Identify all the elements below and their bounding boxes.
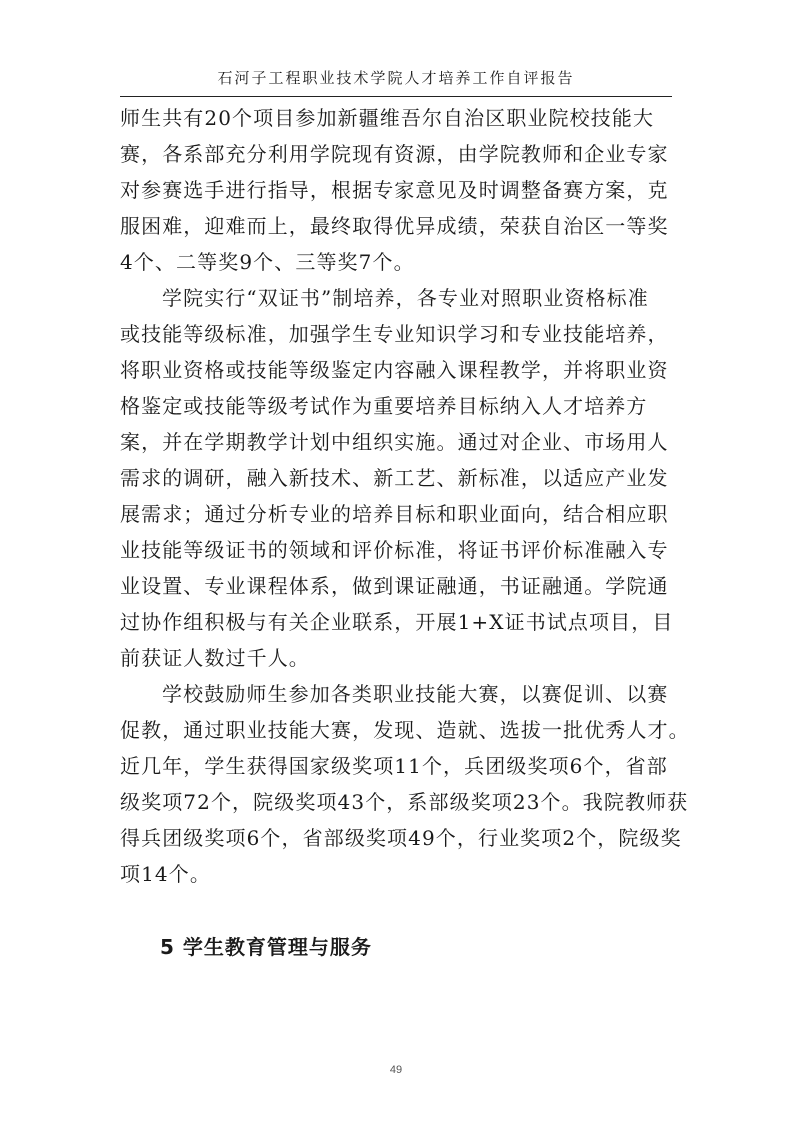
- header-divider: [120, 96, 672, 97]
- text-line: 师生共有20个项目参加新疆维吾尔自治区职业院校技能大: [120, 106, 655, 130]
- text-line: 案，并在学期教学计划中组织实施。通过对企业、市场用人: [120, 430, 669, 454]
- text-line: 服困难，迎难而上，最终取得优异成绩，荣获自治区一等奖: [120, 214, 669, 238]
- running-header: 石河子工程职业技术学院人才培养工作自评报告: [217, 69, 575, 87]
- text-line: 业技能等级证书的领域和评价标准，将证书评价标准融入专: [120, 538, 669, 562]
- text-line: 级奖项72个，院级奖项43个，系部级奖项23个。我院教师获: [120, 790, 689, 814]
- text-line: 过协作组积极与有关企业联系，开展1+X证书试点项目，目: [120, 610, 674, 634]
- text-line: 赛，各系部充分利用学院现有资源，由学院教师和企业专家: [120, 142, 669, 166]
- text-line: 项14个。: [120, 862, 211, 886]
- text-line: 业设置、专业课程体系，做到课证融通，书证融通。学院通: [120, 574, 669, 598]
- text-line: 4个、二等奖9个、三等奖7个。: [120, 250, 415, 274]
- text-line: 学院实行“双证书”制培养，各专业对照职业资格标准: [162, 286, 649, 310]
- text-line: 将职业资格或技能等级鉴定内容融入课程教学，并将职业资: [120, 358, 669, 382]
- text-line: 需求的调研，融入新技术、新工艺、新标准，以适应产业发: [120, 466, 669, 490]
- text-line: 学校鼓励师生参加各类职业技能大赛，以赛促训、以赛: [162, 682, 669, 706]
- text-line: 得兵团级奖项6个，省部级奖项49个，行业奖项2个，院级奖: [120, 826, 682, 850]
- page-number: 49: [389, 1064, 403, 1076]
- body-text: [120, 100, 690, 892]
- text-line: 或技能等级标准，加强学生专业知识学习和专业技能培养，: [120, 322, 669, 346]
- text-line: 格鉴定或技能等级考试作为重要培养目标纳入人才培养方: [120, 394, 648, 418]
- text-line: 近几年，学生获得国家级奖项11个，兵团级奖项6个，省部: [120, 754, 668, 778]
- section-heading: 5 学生教育管理与服务: [160, 935, 372, 959]
- text-line: 对参赛选手进行指导，根据专家意见及时调整备赛方案，克: [120, 178, 669, 202]
- text-line: 促教，通过职业技能大赛，发现、造就、选拔一批优秀人才。: [120, 718, 690, 742]
- text-line: 展需求；通过分析专业的培养目标和职业面向，结合相应职: [120, 502, 669, 526]
- text-line: 前获证人数过千人。: [120, 646, 310, 670]
